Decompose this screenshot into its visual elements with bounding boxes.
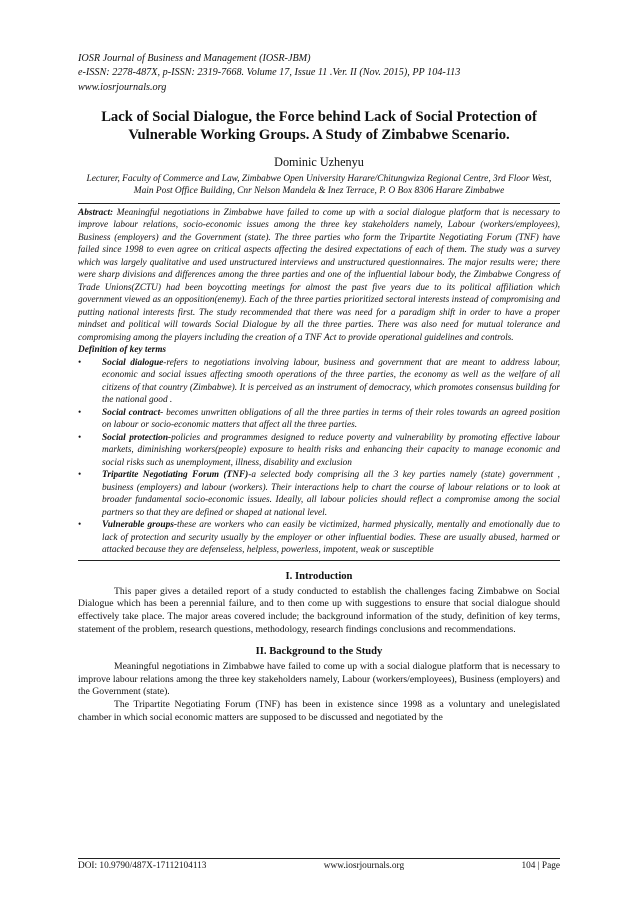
journal-header — [78, 52, 560, 95]
definition-text: policies and programmes designed to reduce poverty and vulnerability by promoting effective labour markets, diminishing workers(people) exposure to health risks and enhancing their capacity to manage economic and social risks such as unemployment, illness, disability and exclusion — [102, 432, 560, 468]
definition-item — [78, 357, 560, 407]
author-name: Dominic Uzhenyu — [274, 155, 364, 170]
divider — [78, 560, 560, 561]
definitions-heading: Definition of key terms — [78, 345, 167, 356]
abstract-text: Meaningful negotiations in Zimbabwe have failed to come up with a social dialogue platform that is necessary to improve labour relations, socio-economic issues among the three key stakeholders namely, Labour (workers/employees), Business (employers) and the Government (state). The three parties who form the Tripartite Negotiating Forum (TNF) have failed since 1998 to even agree on critical aspects affecting the desired expectations of each of them. The study was a survey which was largely qualitative and used unstructured interviews and unstructured questionnaires. The major results were; there were sharp divisions and differences among the three parties and one of the influential labour body, the Zimbabwe Congress of Trade Unions(ZCTU) had been boycotting meetings for almost the past five years due to its political affiliation which government viewed as an opposition(enemy). Each of the three parties prioritized sectoral interests instead of compromising and putting national interests first. The study recommended that there was need for a paradigm shift in order to have a proper mindset and political will towards Social Dialogue by all the three parties. There was also need for mutual tolerance and compromising among the players including the creation of a TNF Act to provide operational guidelines and controls. — [78, 207, 560, 343]
definition-term: Social contract- — [102, 407, 164, 418]
paper-page — [78, 52, 560, 724]
footer-site: www.iosrjournals.org — [323, 861, 405, 871]
definition-term: Social dialogue — [102, 357, 164, 368]
definition-text: becomes unwritten obligations of all the three parties in terms of their roles towards an agreed position on labour or socio-economic matters that affect all the three parties. — [102, 407, 561, 431]
abstract-label: Abstract: — [78, 207, 114, 218]
definition-text: these are workers who can easily be victimized, harmed physically, mentally and emotionally due to lack of protection and security usually by the employer or other influential bodies. These are usually abused, harmed or attacked because they are defenseless, helpless, powerless, impotent, weak or susceptible — [102, 520, 561, 556]
bullet-icon: • — [78, 407, 82, 418]
section-heading-introduction: I. Introduction — [285, 570, 353, 582]
background-paragraph: Meaningful negotiations in Zimbabwe have failed to come up with a social dialogue platform that is necessary to improve labour relations among the three key stakeholders namely, Labour (workers/employees), Business (employers) and the Government (state). — [78, 661, 560, 698]
bullet-icon: • — [78, 470, 82, 481]
bullet-icon: • — [78, 520, 82, 531]
definition-item — [78, 469, 560, 519]
definition-item — [78, 432, 560, 470]
definition-term: Vulnerable groups- — [102, 520, 177, 531]
definition-text: -a selected body comprising all the 3 key parties namely (state) government , business (employers) and labour (workers). Their interactions help to chart the course of labour relations or to look at broader fundamental socio-economic issues. Ideally, all labour policies should reflect a compromise among the social partners so that they are defined or shaped at national level. — [102, 470, 560, 518]
definition-item — [78, 519, 560, 557]
bullet-icon: • — [78, 357, 82, 368]
definition-term: Social protection- — [102, 432, 172, 443]
journal-issn: e-ISSN: 2278-487X, p-ISSN: 2319-7668. Volume 17, Issue 11 .Ver. II (Nov. 2015), PP 104-113 — [78, 67, 461, 79]
bullet-icon: • — [78, 432, 82, 443]
introduction-paragraph: This paper gives a detailed report of a study conducted to establish the challenges facing Zimbabwe on Social Dialogue which has been a perennial failure, and to then come up with suggestions to ensure that social dialogue should effectively take place. The major areas covered include; the background information of the study, definition of key terms, statement of the problem, research questions, methodology, research findings conclusions and recommendations. — [78, 585, 560, 635]
background-paragraph: The Tripartite Negotiating Forum (TNF) has been in existence since 1998 as a voluntary and unelegislated chamber in which social economic matters are supposed to be discussed and negotiated by the — [78, 699, 560, 723]
section-heading-background: II. Background to the Study — [255, 646, 383, 658]
footer-doi: DOI: 10.9790/487X-17112104113 — [78, 861, 207, 871]
footer-page-number: 104 | Page — [521, 861, 560, 871]
definition-term: Tripartite Negotiating Forum (TNF) — [102, 470, 249, 481]
definition-item — [78, 407, 560, 432]
journal-website: www.iosrjournals.org — [78, 81, 167, 93]
page-footer — [78, 858, 560, 871]
paper-title: Lack of Social Dialogue, the Force behind Lack of Social Protection of Vulnerable Working Groups. A Study of Zimbabwe Scenario. — [101, 108, 537, 144]
journal-name: IOSR Journal of Business and Management (IOSR-JBM) — [78, 53, 311, 64]
abstract — [78, 207, 560, 345]
author-affiliation: Lecturer, Faculty of Commerce and Law, Zimbabwe Open University Harare/Chitungwiza Regional Centre, 3rd Floor West, Main Post Office Building, Cnr Nelson Mandela & Inez Terrace, P. O Box 8306 Harare Zimbabwe — [86, 174, 552, 197]
definition-text: -refers to negotiations involving labour, business and government that are meant to address labour, economic and social issues affecting smooth operations of the three parties, the economy as well as the welfare of all citizens of that country (Zimbabwe). It is perceived as an instrument of democracy, which promotes consensus building for the national good . — [102, 357, 561, 406]
divider — [78, 203, 560, 204]
